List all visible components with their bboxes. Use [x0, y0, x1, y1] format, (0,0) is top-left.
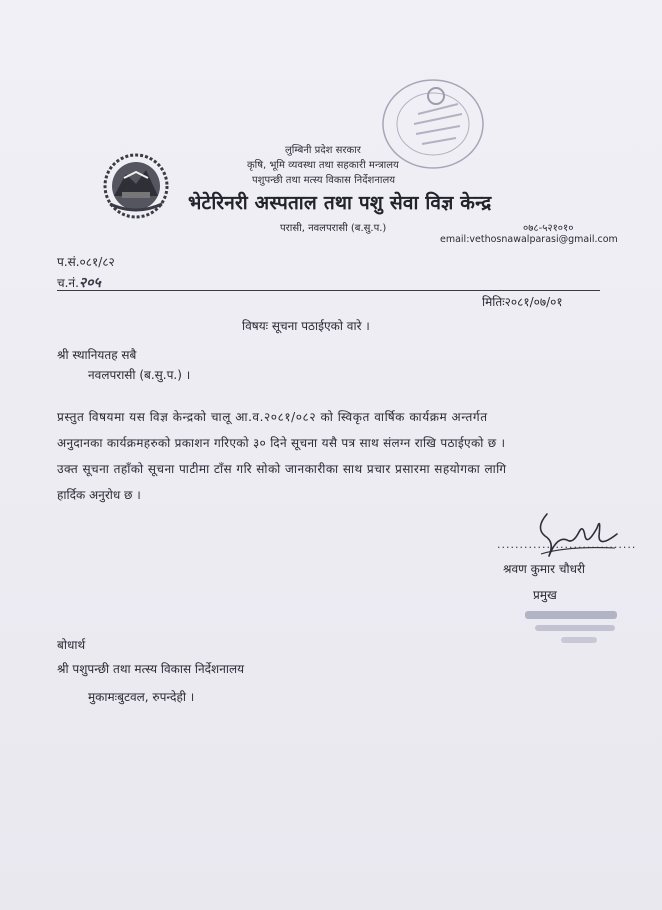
office-address: परासी, नवलपरासी (ब.सु.प.)	[280, 223, 387, 234]
cc-line: मुकामःबुटवल, रुपन्देही ।	[88, 690, 195, 704]
ministry-name: कृषि, भूमि व्यवस्था तथा सहकारी मन्त्रालय	[247, 160, 399, 171]
body-line: उक्त सूचना तहाँको सूचना पाटीमा टाँस गरि सोको जानकारीका साथ प्रचार प्रसारमा सहयोगका लागि	[57, 462, 507, 476]
body-line: प्रस्तुत विषयमा यस विज्ञ केन्द्रको चालू आ.व.२०८१/०८२ को स्विकृत वार्षिक कार्यक्रम अन्तर्गत	[57, 410, 488, 424]
reference-number: प.सं.०८१/८२	[57, 255, 115, 269]
dispatch-label: च.नं.	[57, 276, 79, 290]
letter-subject: विषयः सूचना पठाईएको वारे ।	[242, 319, 370, 333]
recipient-line: नवलपरासी (ब.सु.प.) ।	[88, 368, 191, 382]
dispatch-value: २०५	[78, 275, 101, 291]
handwritten-signature-icon	[527, 506, 622, 566]
cc-label: बोधार्थ	[57, 638, 86, 652]
cc-line: श्री पशुपन्छी तथा मत्स्य विकास निर्देशनालय	[57, 662, 245, 676]
name-stamp-icon	[521, 603, 621, 651]
office-title: भेटेरिनरी अस्पताल तथा पशु सेवा विज्ञ केन्द्र	[188, 192, 492, 214]
signer-title: प्रमुख	[533, 588, 557, 602]
recipient-line: श्री स्थानियतह सबै	[57, 348, 137, 362]
office-phone: ०७८-५२१०१०	[523, 223, 574, 234]
directorate-name: पशुपन्छी तथा मत्स्य विकास निर्देशनालय	[252, 175, 396, 186]
office-email: email:vethosnawalparasi@gmail.com	[440, 234, 618, 245]
province-name: लुम्बिनी प्रदेश सरकार	[285, 145, 361, 156]
signature-dots: ...............................	[497, 538, 637, 551]
nepal-government-emblem-icon	[100, 152, 172, 220]
body-line: हार्दिक अनुरोध छ ।	[57, 488, 141, 502]
body-line: अनुदानका कार्यक्रमहरुको प्रकाशन गरिएको ३० दिने सूचना यसै पत्र साथ संलग्न राखि पठाईएको छ ।	[57, 436, 506, 450]
header-divider	[57, 290, 600, 291]
signer-name: श्रवण कुमार चौधरी	[503, 562, 586, 576]
letter-date: मितिः२०८१/०७/०१	[482, 295, 563, 309]
